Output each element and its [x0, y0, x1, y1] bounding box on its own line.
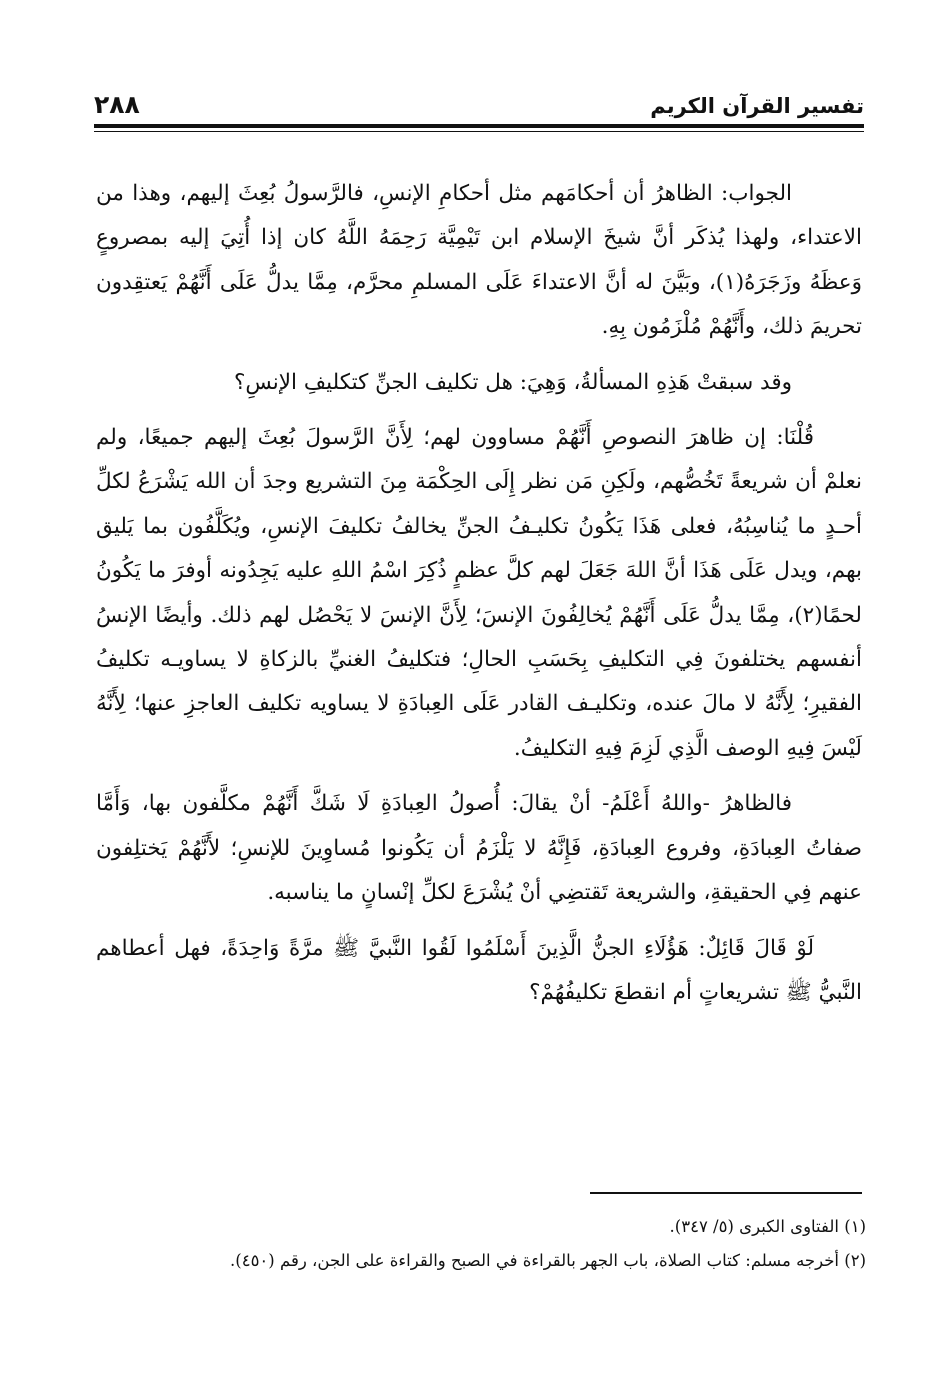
book-title: تفسير القرآن الكريم [650, 94, 864, 118]
paragraph-question: وقد سبقتْ هَذِهِ المسألةُ، وَهِيَ: هل تكليف الجنِّ كتكليفِ الإنسِ؟ [233, 369, 792, 395]
paragraph-conclusion: فالظاهرُ -واللهُ أَعْلَمُ- أنْ يقالَ: أُصولُ العِبادَةِ لَا شَكَّ أَنَّهُمْ مكلَّفون بها، وَأَمَّا صفاتُ العِبادَةِ، وفروع العِبادَةِ، فَإِنَّهُ لا يَلْزَمُ أن يَكُونوا مُساوِينَ للإنسِ؛ لأَنَّهُمْ يَختلِفون عنهم فِي الحقيقةِ، والشريعة تَقتضِي أنْ يُشْرَعَ لكلِّ إنْسانٍ ما يناسبه. [96, 791, 862, 906]
page-header [94, 82, 864, 130]
footnote-divider [590, 1192, 862, 1194]
header-rule-thin [94, 131, 864, 132]
page-number: ٢٨٨ [94, 90, 140, 119]
paragraph-objection: لَوْ قَالَ قَائِلٌ: هَؤُلَاءِ الجنُّ الَّذِينَ أَسْلَمُوا لَقُوا النَّبيَّ ﷺ مرَّةً وَاحِدَةً، فهل أعطاهم النَّبيُّ ﷺ تشريعاتٍ أم انقطعَ تكليفُهُمْ؟ [96, 935, 862, 1005]
footnotes [96, 1210, 866, 1278]
paragraph-response: قُلْنَا: إن ظاهرَ النصوصِ أَنَّهُمْ مساوون لهم؛ لِأَنَّ الرَّسولَ بُعِثَ إليهم جميعًا، ولم نعلمْ أن شريعةً تَخُصُّهم، ولَكِنِ مَن نظر إِلَى الحِكْمَة مِنَ التشريع وجدَ أن الله يَشْرَعُ لكلِّ أحـدٍ ما يُناسِبُهُ، فعلى هَذَا يَكُونُ تكليـفُ الجنِّ يخالفُ تكليفَ الإنسِ، ويُكَلَّفُون بما يَليق بهم، ويدل عَلَى هَذَا أنَّ اللهَ جَعَلَ لهم كلَّ عظمٍ ذُكِرَ اسْمُ اللهِ عليه يَجِدُونه أوفرَ ما يَكُونُ لحمًا(٢)، مِمَّا يدلُّ عَلَى أَنَّهُمْ يُخالِفُونَ الإنسَ؛ لِأَنَّ الإنسَ لا يَحْصُل لهم ذلك. وأيضًا الإنسُ أنفسهم يختلفونَ فِي التكليفِ بِحَسَبِ الحالِ؛ فتكليفُ الغنيِّ بالزكاةِ لا يساويـه تكليفُ الفقيرِ؛ لِأَنَّهُ لا مالَ عنده، وتكليـف القادر عَلَى العِبادَةِ لا يساويه تكليف العاجزِ عنها؛ لِأَنَّهُ لَيْسَ فِيهِ الوصف الَّذِي لَزِمَ فِيهِ التكليفُ. [96, 425, 862, 761]
paragraph-answer: الجواب: الظاهرُ أن أحكامَهم مثل أحكامِ الإنسِ، فالرَّسولُ بُعِثَ إليهم، وهذا من الاعتداء، ولهذا يُذكَر أنَّ شيخَ الإسلام ابن تَيْمِيَّة رَحِمَهُ اللَّهُ كان إذا أُتِيَ إليه بمصروعٍ وَعظَهُ وزَجَرَهُ(١)، وبَيَّنَ له أنَّ الاعتداءَ عَلَى المسلمِ محرَّم، مِمَّا يدلُّ عَلَى أَنَّهُمْ يَعتقِدون تحريمَ ذلك، وأَنَّهُمْ مُلْزَمُون بِهِ. [96, 181, 862, 340]
footnote-1: (١) الفتاوى الكبرى (٥/ ٣٤٧). [669, 1217, 866, 1236]
header-rule [94, 124, 864, 128]
footnote-2: (٢) أخرجه مسلم: كتاب الصلاة، باب الجهر بالقراءة في الصبح والقراءة على الجن، رقم (٤٥٠). [230, 1251, 866, 1270]
main-text [96, 172, 862, 1026]
